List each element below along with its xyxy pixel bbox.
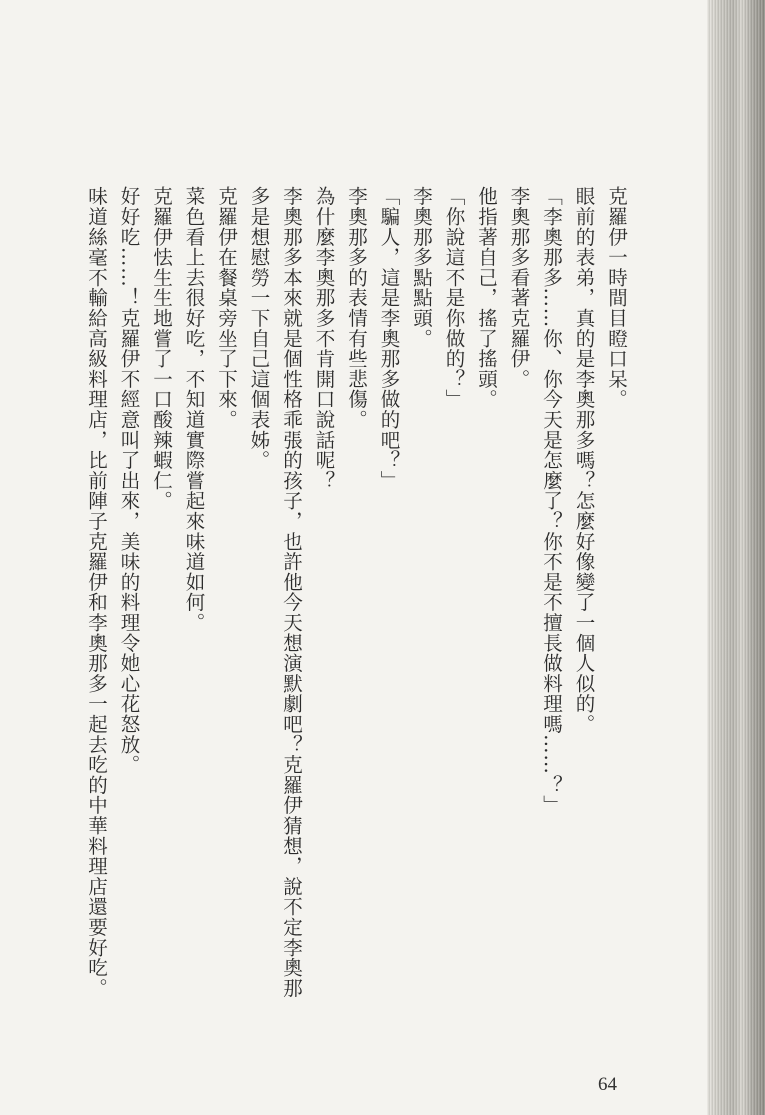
text-line: 克羅伊怯生生地嘗了一口酸辣蝦仁。: [150, 186, 173, 511]
text-line: 好好吃……！克羅伊不經意叫了出來，美味的料理令她心花怒放。: [117, 186, 141, 775]
text-line: 「你說這不是你做的？」: [442, 186, 466, 410]
page-edge-stack: [707, 0, 765, 1115]
text-line: 李奧那多的表情有些悲傷。: [345, 186, 368, 430]
text-line: 味道絲毫不輸給高級料理店，比前陣子克羅伊和李奧那多一起去吃的中華料理店還要好吃。: [85, 186, 108, 998]
text-line: 克羅伊在餐桌旁坐了下來。: [215, 186, 238, 430]
text-line: 眼前的表弟，真的是李奧那多嗎？怎麼好像變了一個人似的。: [572, 186, 596, 735]
text-line: 為什麼李奧那多不肯開口說話呢？: [312, 186, 336, 491]
text-line: 多是想慰勞一下自己這個表姊。: [247, 186, 271, 471]
text-line: 他指著自己，搖了搖頭。: [475, 186, 498, 410]
text-line: 克羅伊一時間目瞪口呆。: [605, 186, 628, 410]
text-line: 李奧那多點點頭。: [410, 186, 433, 349]
text-line: 「李奧那多……你、你今天是怎麼了？你不是不擅長做料理嗎……？」: [540, 186, 563, 816]
text-line: 菜色看上去很好吃，不知道實際嘗起來味道如何。: [182, 186, 206, 633]
body-text: [80, 186, 633, 998]
text-line: 「騙人，這是李奧那多做的吧？」: [377, 186, 401, 491]
page-number: 64: [598, 1074, 617, 1095]
text-line: 李奧那多本來就是個性格乖張的孩子，也許他今天想演默劇吧？克羅伊猜想，說不定李奧那: [280, 186, 303, 998]
text-line: 李奧那多看著克羅伊。: [507, 186, 531, 389]
